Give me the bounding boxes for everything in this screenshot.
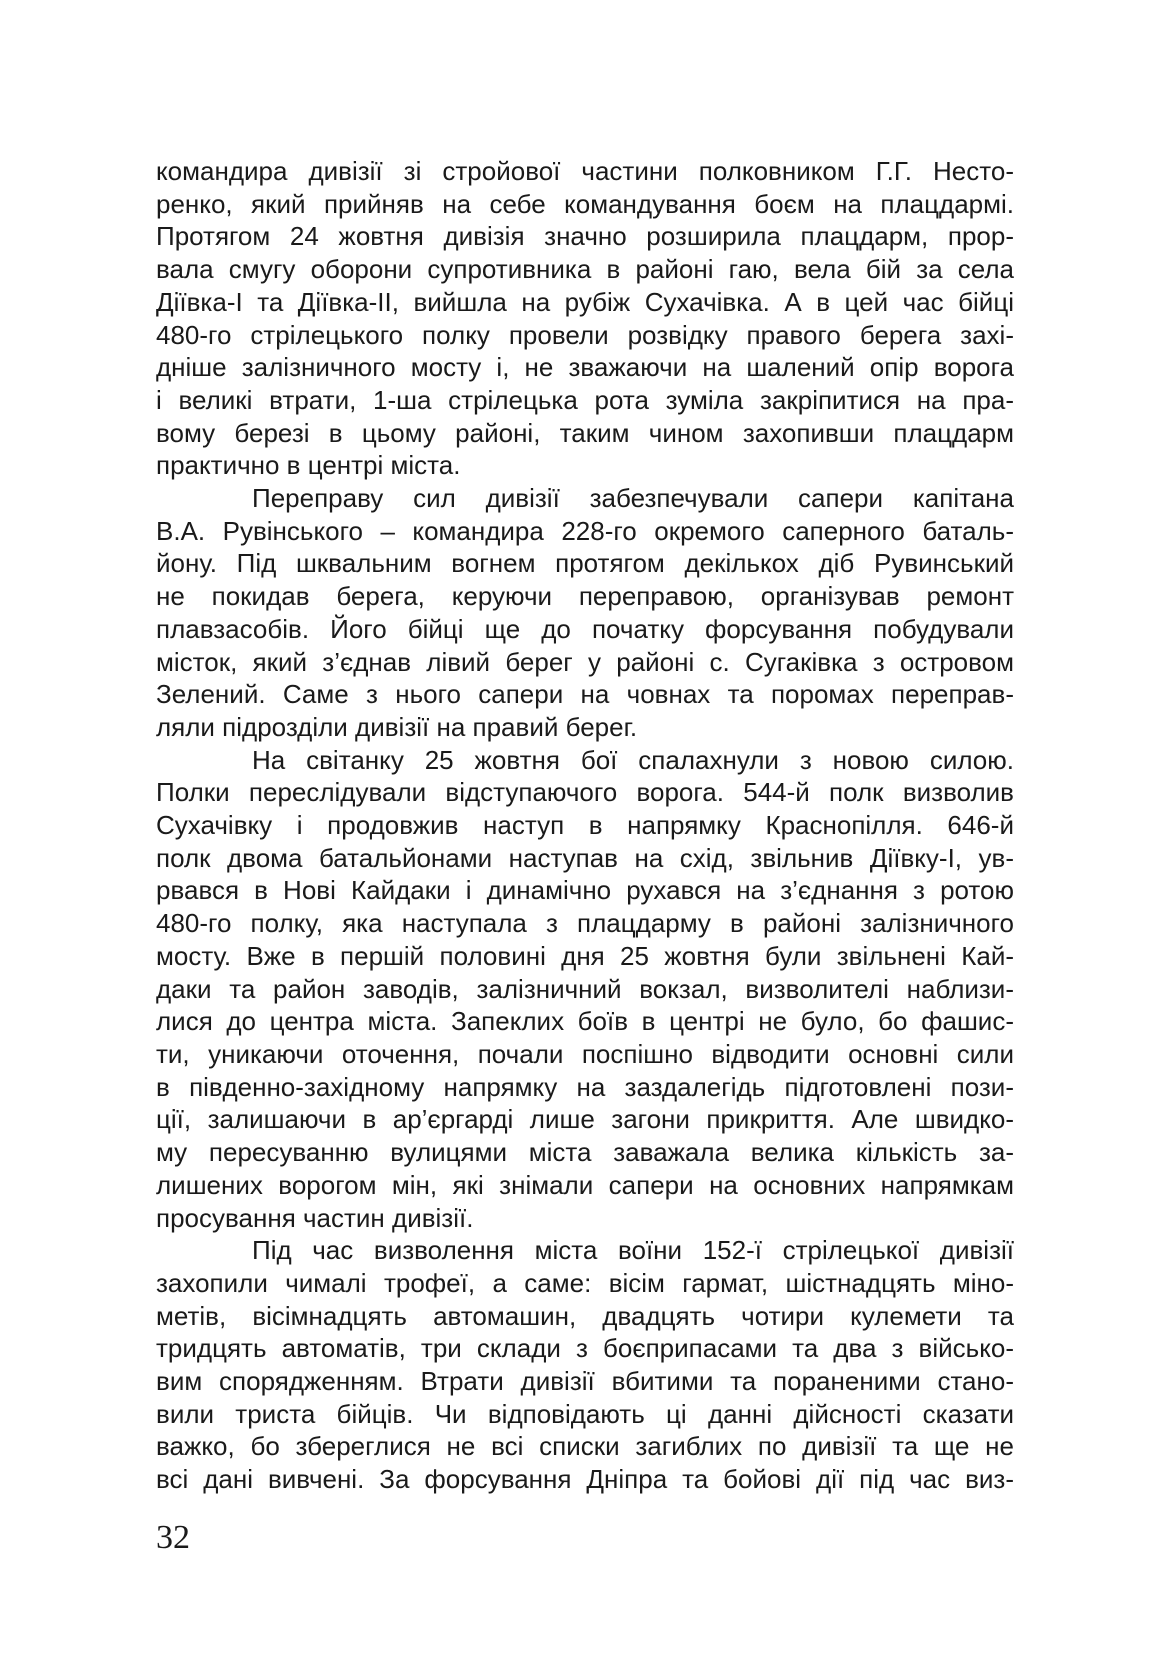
text-line: Переправу сил дивізії забезпечували сапери капітана xyxy=(252,483,1014,514)
text-line: даки та район заводів, залізничний вокзал, визволителі наблизи- xyxy=(156,973,1014,1004)
text-line: місток, який з’єднав лівий берег у районі с. Сугаківка з островом xyxy=(156,646,1014,677)
text-line: вала смугу оборони супротивника в районі гаю, вела бій за села xyxy=(156,254,1014,285)
text-line: ренко, який прийняв на себе командування боєм на плацдармі. xyxy=(156,188,1014,219)
text-line: Полки переслідували відступаючого ворога. 544-й полк визволив xyxy=(156,777,1014,808)
text-line: Діївка-І та Діївка-ІІ, вийшла на рубіж Сухачівка. А в цей час бійці xyxy=(156,286,1014,317)
text-line: ти, уникаючи оточення, почали поспішно відводити основні сили xyxy=(156,1038,1014,1069)
text-line: 480-го полку, яка наступала з плацдарму в районі залізничного xyxy=(156,908,1014,939)
text-line: практично в центрі міста. xyxy=(156,450,461,481)
text-line: командира дивізії зі стройової частини полковником Г.Г. Несто- xyxy=(156,156,1014,186)
text-line: важко, бо збереглися не всі списки загиблих по дивізії та ще не xyxy=(156,1431,1014,1462)
text-line: в південно-західному напрямку на заздалегідь підготовлені пози- xyxy=(156,1071,1014,1102)
body-text xyxy=(156,155,1014,1496)
text-line: ляли підрозділи дивізії на правий берег. xyxy=(156,711,638,742)
text-line: На світанку 25 жовтня бої спалахнули з новою силою. xyxy=(252,744,1014,775)
text-line: вили триста бійців. Чи відповідають ці данні дійсності сказати xyxy=(156,1398,1014,1429)
text-line: Сухачівку і продовжив наступ в напрямку Краснопілля. 646-й xyxy=(156,810,1014,841)
text-line: мосту. Вже в першій половині дня 25 жовтня були звільнені Кай- xyxy=(156,940,1014,971)
text-line: В.А. Рувінського – командира 228-го окремого саперного баталь- xyxy=(156,515,1014,546)
text-line: лишених ворогом мін, які знімали сапери на основних напрямкам xyxy=(156,1169,1014,1200)
text-line: лися до центра міста. Запеклих боїв в центрі не було, бо фашис- xyxy=(156,1006,1014,1037)
text-line: дніше залізничного мосту і, не зважаючи на шалений опір ворога xyxy=(156,352,1014,383)
text-line: тридцять автоматів, три склади з боєприпасами та два з військо- xyxy=(156,1333,1014,1364)
paragraph xyxy=(156,482,1014,744)
text-line: му пересуванню вулицями міста заважала велика кількість за- xyxy=(156,1137,1014,1168)
text-line: 480-го стрілецького полку провели розвідку правого берега захі- xyxy=(156,319,1014,350)
paragraph xyxy=(156,1234,1014,1496)
text-line: захопили чималі трофеї, а саме: вісім гармат, шістнадцять міно- xyxy=(156,1267,1014,1298)
text-line: вим спорядженням. Втрати дивізії вбитими та пораненими стано- xyxy=(156,1366,1014,1397)
page-number: 32 xyxy=(156,1519,190,1556)
text-line: рвався в Нові Кайдаки і динамічно рухався на з’єднання з ротою xyxy=(156,875,1014,906)
text-line: всі дані вивчені. За форсування Дніпра та бойові дії під час виз- xyxy=(156,1464,1014,1495)
text-line: і великі втрати, 1-ша стрілецька рота зуміла закріпитися на пра- xyxy=(156,384,1014,415)
text-line: ції, залишаючи в ар’єргарді лише загони прикриття. Але швидко- xyxy=(156,1104,1014,1135)
paragraph xyxy=(156,155,1014,482)
text-line: Під час визволення міста воїни 152-ї стрілецької дивізії xyxy=(252,1235,1014,1266)
text-line: метів, вісімнадцять автомашин, двадцять чотири кулемети та xyxy=(156,1300,1014,1331)
text-line: полк двома батальйонами наступав на схід, звільнив Діївку-І, ув- xyxy=(156,842,1014,873)
text-line: просування частин дивізії. xyxy=(156,1202,474,1233)
text-line: Протягом 24 жовтня дивізія значно розширила плацдарм, прор- xyxy=(156,221,1014,252)
text-line: не покидав берега, керуючи переправою, організував ремонт xyxy=(156,581,1014,612)
text-line: вому березі в цьому районі, таким чином захопивши плацдарм xyxy=(156,417,1014,448)
text-line: плавзасобів. Його бійці ще до початку форсування побудували xyxy=(156,613,1014,644)
text-line: йону. Під шквальним вогнем протягом декількох діб Рувинський xyxy=(156,548,1014,579)
paragraph xyxy=(156,744,1014,1235)
text-line: Зелений. Саме з нього сапери на човнах та поромах переправ- xyxy=(156,679,1014,710)
